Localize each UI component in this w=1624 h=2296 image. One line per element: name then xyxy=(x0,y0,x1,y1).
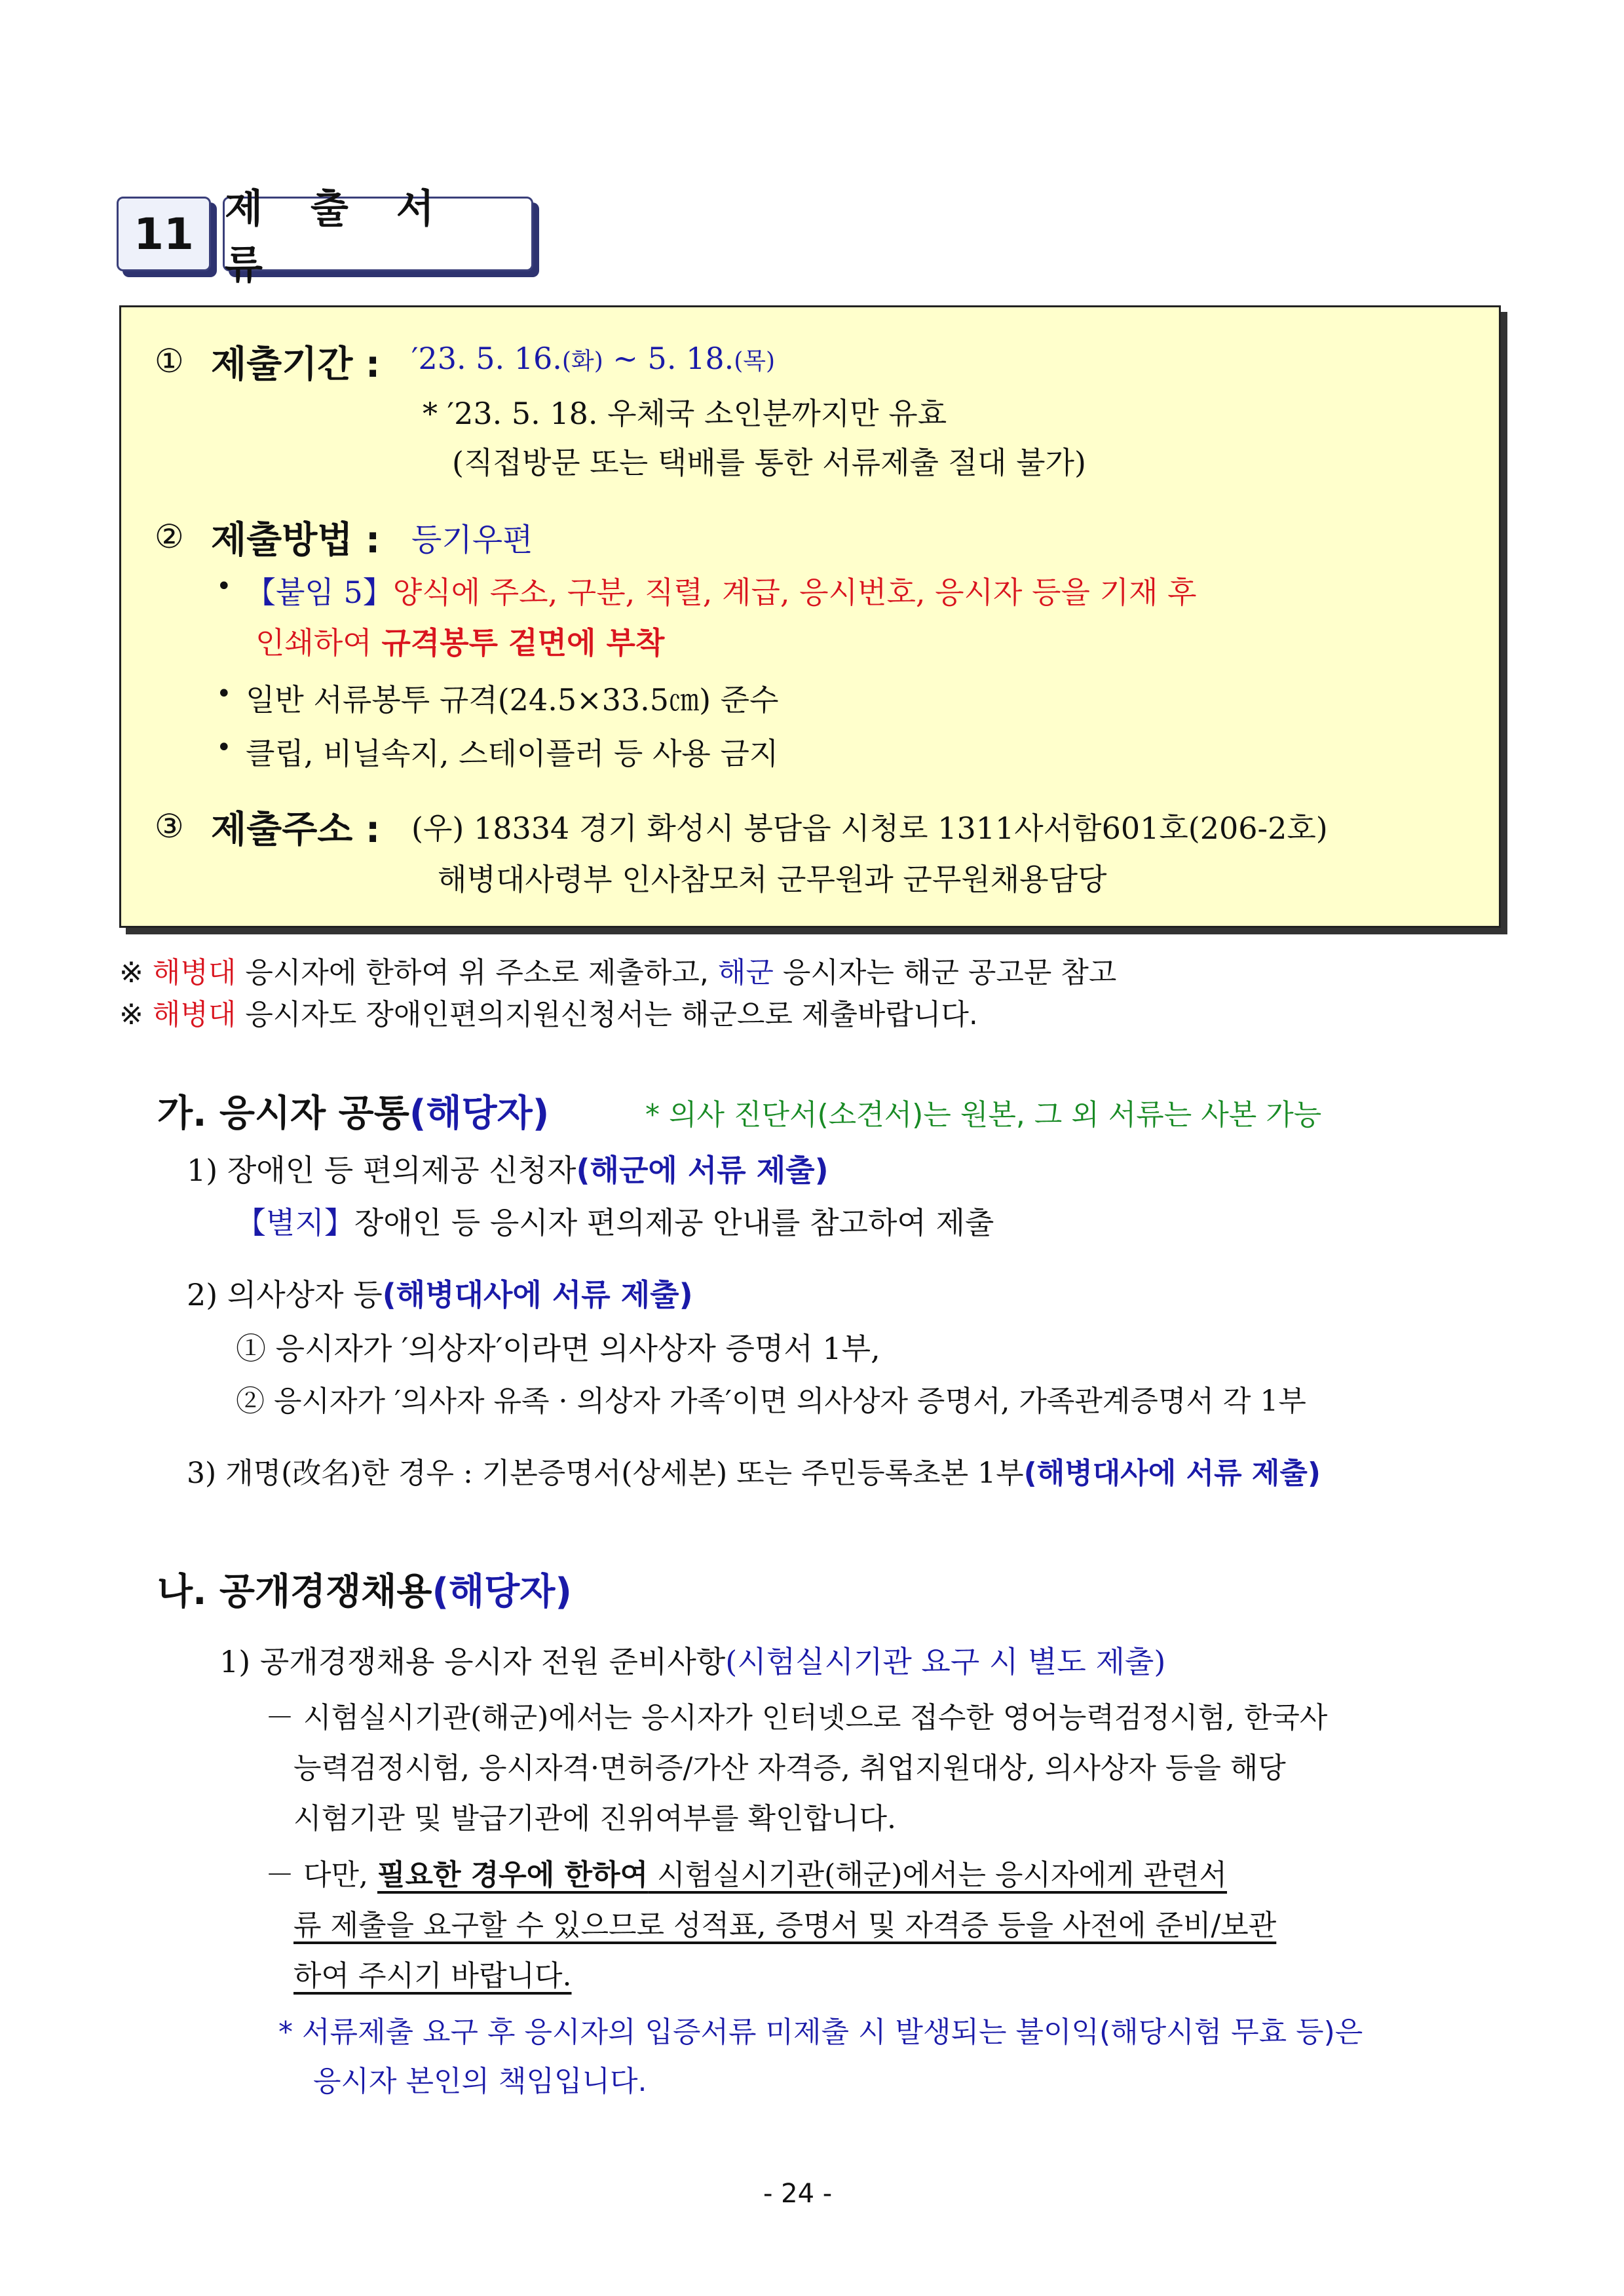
section-number-badge xyxy=(117,197,211,271)
ga-heading xyxy=(157,1084,549,1137)
item1-marker: ① xyxy=(155,342,184,380)
item3-label: 제출주소 : xyxy=(211,809,381,851)
method-bullet-1 xyxy=(246,569,1197,612)
period-start-day: (화) xyxy=(561,348,603,375)
ga-item-2 xyxy=(187,1271,693,1314)
reference-note-1 xyxy=(119,949,1116,991)
na-star-note-line-2: 응시자 본인의 책임입니다. xyxy=(313,2065,647,2098)
ga-item-1-highlight: (해군에 서류 제출) xyxy=(576,1153,829,1188)
note2-marine: 해병대 xyxy=(152,998,236,1031)
na-detail-2-emphasis: 필요한 경우에 한하여 xyxy=(377,1858,649,1892)
section-title: 제 출 서 류 xyxy=(225,186,451,288)
ga-item-3-highlight: (해병대사에 서류 제출) xyxy=(1023,1457,1321,1490)
ga-item-1-text: 1) 장애인 등 편의제공 신청자 xyxy=(187,1153,576,1188)
na-heading xyxy=(157,1563,572,1615)
ga-item-1 xyxy=(187,1147,829,1190)
period-end-day: (목) xyxy=(734,348,776,375)
na-detail-1-line-1: － 시험실시기관(해군)에서는 응시자가 인터넷으로 접수한 영어능력검정시험, 한국사 xyxy=(265,1701,1328,1734)
ga-heading-tag: (해당자) xyxy=(409,1092,550,1135)
ga-item-1-sub xyxy=(236,1199,994,1242)
item2-marker: ② xyxy=(155,518,184,556)
method-bullet-1-text: 양식에 주소, 구분, 직렬, 계급, 응시번호, 응시자 등을 기재 후 xyxy=(392,575,1197,610)
na-star-note-line-1: * 서류제출 요구 후 응시자의 입증서류 미제출 시 발생되는 불이익(해당시험 무효 등)은 xyxy=(278,2016,1363,2049)
item2-label: 제출방법 : xyxy=(211,519,381,562)
address-line-2: 해병대사령부 인사참모처 군무원과 군무원채용담당 xyxy=(438,862,1107,897)
ga-item-2-text: 2) 의사상자 등 xyxy=(187,1277,383,1312)
period-note-2: (직접방문 또는 택배를 통한 서류제출 절대 불가) xyxy=(452,445,1086,480)
na-item-1 xyxy=(219,1638,1165,1681)
na-detail-2-prefix: － 다만, xyxy=(265,1858,377,1892)
method-bullet-3: 클립, 비닐속지, 스테이플러 등 사용 금지 xyxy=(246,736,779,771)
item3-marker: ③ xyxy=(155,807,184,845)
ga-item-1-sub-text: 장애인 등 응시자 편의제공 안내를 참고하여 제출 xyxy=(354,1205,994,1240)
period-text xyxy=(411,341,775,376)
na-detail-2-line-2: 류 제출을 요구할 수 있으므로 성적표, 증명서 및 자격증 등을 사전에 준비/보관 xyxy=(293,1909,1277,1942)
item1-label: 제출기간 : xyxy=(211,343,381,386)
method-text: 등기우편 xyxy=(411,522,533,558)
na-detail-2-rest: 시험실시기관(해군)에서는 응시자에게 관련서 xyxy=(648,1858,1228,1892)
note1-marine: 해병대 xyxy=(152,956,236,989)
page-number: - 24 - xyxy=(763,2179,833,2209)
ga-heading-text: 가. 응시자 공통 xyxy=(157,1092,409,1135)
ga-item-2-a: ① 응시자가 ′의상자′이라면 의사상자 증명서 1부, xyxy=(236,1331,880,1366)
section-number: 11 xyxy=(134,208,194,259)
method-bullet-1-cont-a: 인쇄하여 xyxy=(255,625,382,660)
note1-b: 응시자에 한하여 위 주소로 제출하고, xyxy=(236,956,718,989)
bullet-icon: • xyxy=(216,571,232,602)
ga-item-3-text: 3) 개명(改名)한 경우 : 기본증명서(상세본) 또는 주민등록초본 1부 xyxy=(187,1457,1024,1490)
na-item-1-text: 1) 공개경쟁채용 응시자 전원 준비사항 xyxy=(219,1644,726,1679)
appendix-ref: 【별지】 xyxy=(236,1205,354,1240)
method-bullet-1-cont-b: 규격봉투 겉면에 부착 xyxy=(381,625,665,660)
na-item-1-highlight: (시험실시기관 요구 시 별도 제출) xyxy=(725,1644,1166,1679)
method-bullet-1-cont xyxy=(255,619,664,662)
na-detail-2-line-1 xyxy=(265,1851,1227,1893)
na-heading-tag: (해당자) xyxy=(432,1571,572,1613)
section-title-box xyxy=(223,186,533,288)
note2-b: 응시자도 장애인편의지원신청서는 해군으로 제출바랍니다. xyxy=(236,998,978,1031)
na-heading-text: 나. 공개경쟁채용 xyxy=(157,1571,432,1613)
bullet-icon: • xyxy=(216,679,232,709)
period-start: ′23. 5. 16. xyxy=(411,341,562,376)
na-detail-2-line-3: 하여 주시기 바랍니다. xyxy=(293,1959,572,1993)
method-bullet-2: 일반 서류봉투 규격(24.5×33.5㎝) 준수 xyxy=(246,682,779,718)
note1-navy: 해군 xyxy=(717,956,774,989)
ref-mark: ※ xyxy=(119,956,153,989)
period-note-1: * ′23. 5. 18. 우체국 소인분까지만 유효 xyxy=(423,396,947,431)
na-detail-1-line-2: 능력검정시험, 응시자격·면허증/가산 자격증, 취업지원대상, 의사상자 등을 해당 xyxy=(293,1751,1286,1785)
reference-note-2 xyxy=(119,991,978,1033)
note1-d: 응시자는 해군 공고문 참고 xyxy=(773,956,1117,989)
period-end: ~ 5. 18. xyxy=(603,341,734,376)
ga-side-note: * 의사 진단서(소견서)는 원본, 그 외 서류는 사본 가능 xyxy=(645,1098,1322,1132)
ga-item-2-b: ② 응시자가 ′의사자 유족 · 의상자 가족′이면 의사상자 증명서, 가족관계증명서 각 1부 xyxy=(236,1385,1306,1418)
na-detail-1-line-3: 시험기관 및 발급기관에 진위여부를 확인합니다. xyxy=(293,1802,897,1835)
ga-item-2-highlight: (해병대사에 서류 제출) xyxy=(382,1277,693,1312)
ga-item-3 xyxy=(187,1449,1321,1491)
ref-mark: ※ xyxy=(119,998,153,1031)
bullet-icon: • xyxy=(216,733,232,763)
attachment-ref: 【붙임 5】 xyxy=(246,575,393,610)
address-line-1: (우) 18334 경기 화성시 봉담읍 시청로 1311사서함601호(206-2호) xyxy=(411,811,1328,846)
